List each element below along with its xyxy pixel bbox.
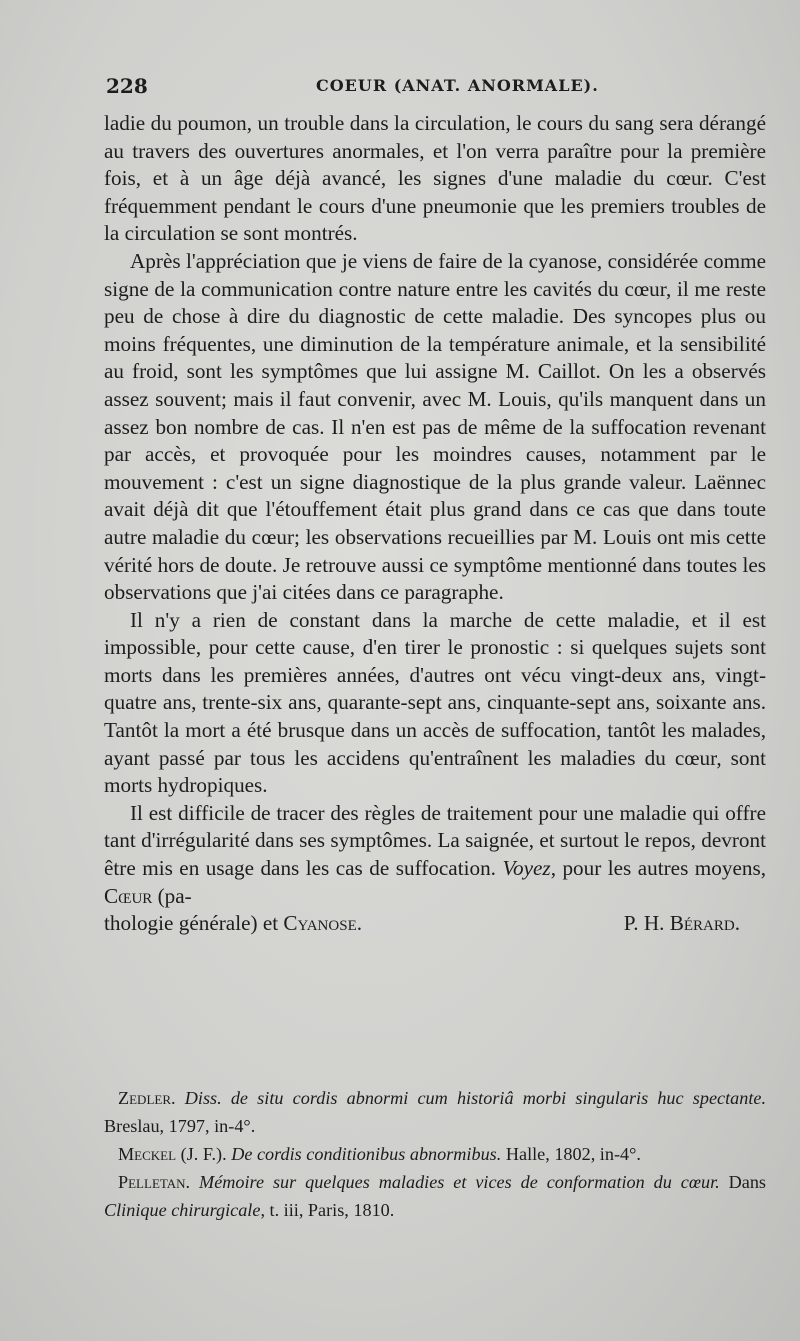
signature-line-left	[104, 910, 362, 938]
reference-details: , t. iii, Paris, 1810.	[260, 1200, 395, 1220]
paragraph-1: ladie du poumon, un trouble dans la circulation, le cours du sang sera dérangé au travers des ouvertures anormales, et l'on verra paraître pour la première fois, et à un âge déjà avancé, les signes d'une maladie du cœur. C'est fréquemment pendant le cours d'une pneumonie que les premiers troubles de la circulation se sont montrés.	[104, 111, 766, 246]
reference-author: Meckel (J. F.).	[118, 1144, 227, 1164]
reference-details: Halle, 1802, in-4°.	[505, 1144, 641, 1164]
reference-title-2: Clinique chirurgicale	[104, 1200, 261, 1220]
reference-details: Breslau, 1797, in-4°.	[104, 1116, 256, 1136]
paragraph-3: Il n'y a rien de constant dans la marche de cette maladie, et il est impossible, pour cette cause, d'en tirer le pronostic : si quelques sujets sont morts dans les premières années, d'autres ont vécu vingt-deux ans, vingt-quatre ans, trente-six ans, quarante-sept ans, cinquante-sept ans, soixante ans. Tantôt la mort a été brusque dans un accès de suffocation, tantôt les malades, ayant passé par tous les accidens qu'entraînent les maladies du cœur, sont morts hydropiques.	[104, 607, 766, 798]
references	[104, 1084, 766, 1224]
reference-author: Pelletan.	[118, 1172, 191, 1192]
paragraph-2: Après l'appréciation que je viens de faire de la cyanose, considérée comme signe de la communication contre nature entre les cavités du cœur, il me reste peu de chose à dire du diagnostic de cette maladie. Des syncopes plus ou moins fréquentes, une diminution de la température animale, et la sensibilité au froid, sont les symptômes que lui assigne M. Caillot. On les a observés assez souvent; mais il faut convenir, avec M. Louis, qu'ils manquent dans un assez bon nombre de cas. Il n'en est pas de même de la suffocation revenant par accès, et provoquée pour les moindres causes, notamment par le mouvement : c'est un signe diagnostique de la plus grande valeur. Laënnec avait déjà dit que l'étouffement était plus grand dans ce cas que dans toute autre maladie du cœur; les observations recueillies par M. Louis ont mis cette vérité hors de doute. Je retrouve aussi ce symptôme mentionné dans toutes les observations que j'ai citées dans ce paragraphe.	[104, 248, 766, 605]
body-text	[104, 110, 766, 938]
paragraph-4-mid: , pour les autres moyens,	[550, 856, 767, 881]
reference-2	[104, 1140, 766, 1168]
coeur-crossref: Cœur	[104, 883, 153, 908]
reference-title: De cordis conditionibus abnormibus.	[231, 1144, 502, 1164]
voyez-link: Voyez	[502, 856, 551, 881]
page-header	[106, 74, 766, 104]
reference-title: Diss. de situ cordis abnormi cum historiâ morbi singularis huc spectante.	[184, 1088, 767, 1108]
signature-line	[104, 910, 766, 938]
paragraph-4-text: Il est difficile de tracer des règles de traitement pour une maladie qui offre tant d'irrégularité dans ses symptômes. La saignée, et surtout le repos, devront être mis en usage dans les cas de suffocation.	[104, 800, 766, 881]
paragraph-4-last: thologie générale) et	[104, 911, 279, 936]
reference-3	[104, 1168, 766, 1224]
reference-author: Zedler.	[118, 1088, 176, 1108]
paragraph-4	[104, 800, 766, 910]
reference-1	[104, 1084, 766, 1140]
running-head: COEUR (ANAT. ANORMALE).	[316, 76, 599, 95]
paragraph-4-pa: (pa-	[157, 883, 192, 908]
reference-title: Mémoire sur quelques maladies et vices de conformation du cœur.	[199, 1172, 720, 1192]
reference-mid: Dans	[728, 1172, 767, 1192]
cyanose-crossref: Cyanose.	[283, 911, 363, 936]
author-signature: P. H. Bérard.	[623, 911, 740, 936]
page-number: 228	[106, 74, 148, 98]
